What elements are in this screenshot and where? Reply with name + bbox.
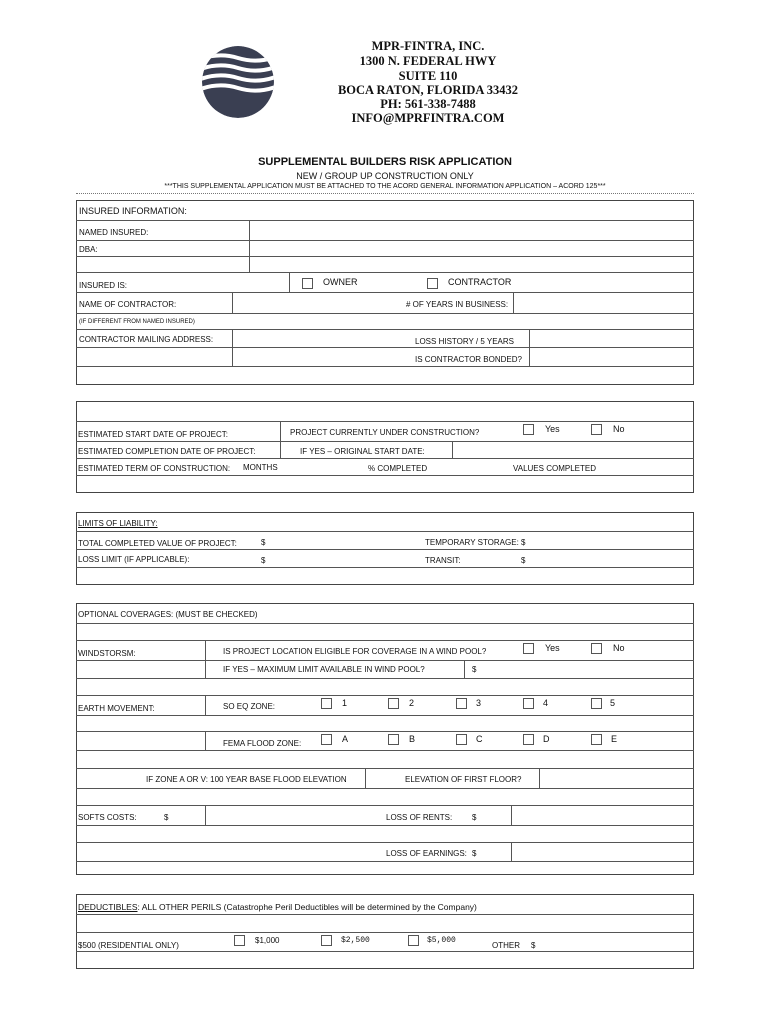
total-value-dollar: $	[261, 538, 266, 547]
insured-heading: INSURED INFORMATION:	[79, 206, 187, 216]
flood-zone-a-checkbox[interactable]	[321, 734, 332, 745]
completion-date-label: ESTIMATED COMPLETION DATE OF PROJECT:	[78, 447, 256, 456]
company-phone: PH: 561-338-7488	[380, 97, 476, 111]
other-deductible-label: OTHER	[492, 941, 520, 950]
flood-zone-b-checkbox[interactable]	[388, 734, 399, 745]
if-different-note: (IF DIFFERENT FROM NAMED INSURED)	[79, 319, 195, 325]
eq-zone-3-label: 3	[476, 698, 482, 708]
loss-limit-label: LOSS LIMIT (IF APPLICABLE):	[78, 555, 190, 564]
flood-zone-e-checkbox[interactable]	[591, 734, 602, 745]
start-date-label: ESTIMATED START DATE OF PROJECT:	[78, 430, 228, 439]
base-flood-label: IF ZONE A OR V: 100 YEAR BASE FLOOD ELEVATION	[146, 775, 347, 784]
wind-pool-yes-label: Yes	[545, 643, 560, 653]
flood-zone-e-label: E	[611, 734, 618, 744]
soft-costs-label: SOFTS COSTS:	[78, 813, 137, 822]
soft-costs-dollar: $	[164, 813, 169, 822]
flood-zone-d-label: D	[543, 734, 550, 744]
wind-pool-no-label: No	[613, 643, 625, 653]
wind-pool-question: IS PROJECT LOCATION ELIGIBLE FOR COVERAGE IN A WIND POOL?	[223, 647, 487, 656]
first-floor-label: ELEVATION OF FIRST FLOOR?	[405, 775, 522, 784]
flood-zone-b-label: B	[409, 734, 416, 744]
deductible-1000-checkbox[interactable]	[234, 935, 245, 946]
loss-of-rents-label: LOSS OF RENTS:	[386, 813, 453, 822]
named-insured-field[interactable]	[252, 222, 690, 238]
deductible-5000-label: $5,000	[427, 936, 456, 945]
temp-storage-label: TEMPORARY STORAGE:	[425, 538, 519, 547]
eq-zone-3-checkbox[interactable]	[456, 698, 467, 709]
eq-zone-1-checkbox[interactable]	[321, 698, 332, 709]
company-name: MPR-FINTRA, INC.	[371, 39, 485, 53]
limits-heading: LIMITS OF LIABILITY:	[78, 519, 158, 528]
original-start-field[interactable]	[455, 443, 690, 456]
earth-movement-label: EARTH MOVEMENT:	[78, 704, 155, 713]
dba-label: DBA:	[79, 245, 98, 254]
company-email: INFO@MPRFINTRA.COM	[351, 111, 505, 125]
flood-zone-d-checkbox[interactable]	[523, 734, 534, 745]
eq-zone-4-checkbox[interactable]	[523, 698, 534, 709]
wind-pool-yes-checkbox[interactable]	[523, 643, 534, 654]
wind-pool-max-dollar: $	[472, 665, 477, 674]
name-of-contractor-label: NAME OF CONTRACTOR:	[79, 300, 177, 309]
fema-zone-label: FEMA FLOOD ZONE:	[223, 739, 302, 748]
loss-of-earnings-dollar: $	[472, 849, 477, 858]
under-construction-no-label: No	[613, 424, 625, 434]
pct-completed-label: % COMPLETED	[368, 464, 428, 473]
residential-deductible-label: $500 (RESIDENTIAL ONLY)	[78, 941, 179, 950]
years-in-business-label: # OF YEARS IN BUSINESS:	[406, 300, 509, 309]
note-divider	[76, 193, 694, 194]
eq-zone-1-label: 1	[342, 698, 348, 708]
flood-zone-a-label: A	[342, 734, 349, 744]
loss-limit-dollar: $	[261, 556, 266, 565]
under-construction-yes-checkbox[interactable]	[523, 424, 534, 435]
total-value-label: TOTAL COMPLETED VALUE OF PROJECT:	[78, 539, 237, 548]
loss-of-rents-dollar: $	[472, 813, 477, 822]
temp-storage-dollar: $	[521, 538, 526, 547]
dba-field[interactable]	[252, 242, 690, 255]
loss-history-label: LOSS HISTORY / 5 YEARS	[415, 337, 515, 346]
under-construction-no-checkbox[interactable]	[591, 424, 602, 435]
loss-of-earnings-label: LOSS OF EARNINGS:	[386, 849, 467, 858]
months-label: MONTHS	[243, 463, 278, 472]
eq-zone-5-checkbox[interactable]	[591, 698, 602, 709]
eq-zone-2-label: 2	[409, 698, 415, 708]
company-address1: 1300 N. FEDERAL HWY	[359, 54, 497, 68]
flood-zone-c-label: C	[476, 734, 483, 744]
bonded-label: IS CONTRACTOR BONDED?	[415, 355, 522, 364]
optional-heading: OPTIONAL COVERAGES: (MUST BE CHECKED)	[78, 610, 258, 619]
form-title: SUPPLEMENTAL BUILDERS RISK APPLICATION	[258, 156, 512, 168]
original-start-label: IF YES – ORIGINAL START DATE:	[300, 447, 425, 456]
named-insured-label: NAMED INSURED:	[79, 228, 149, 237]
values-completed-label: VALUES COMPLETED	[513, 464, 596, 473]
deductible-2500-checkbox[interactable]	[321, 935, 332, 946]
wind-pool-no-checkbox[interactable]	[591, 643, 602, 654]
form-subtitle: NEW / GROUP UP CONSTRUCTION ONLY	[296, 171, 474, 181]
term-label: ESTIMATED TERM OF CONSTRUCTION:	[78, 464, 231, 473]
wind-pool-max-label: IF YES – MAXIMUM LIMIT AVAILABLE IN WIND POOL?	[223, 665, 425, 674]
other-deductible-dollar: $	[531, 941, 536, 950]
under-construction-label: PROJECT CURRENTLY UNDER CONSTRUCTION?	[290, 428, 480, 437]
windstorm-label: WINDSTORSM:	[78, 649, 136, 658]
eq-zone-5-label: 5	[610, 698, 616, 708]
flood-zone-c-checkbox[interactable]	[456, 734, 467, 745]
owner-checkbox[interactable]	[302, 278, 313, 289]
company-logo	[198, 42, 278, 122]
contractor-label: CONTRACTOR	[448, 277, 512, 287]
mailing-address-label: CONTRACTOR MAILING ADDRESS:	[79, 335, 214, 344]
under-construction-yes-label: Yes	[545, 424, 560, 434]
transit-dollar: $	[521, 556, 526, 565]
mailing-address-field[interactable]	[235, 331, 405, 364]
insured-is-label: INSURED IS:	[79, 281, 128, 290]
company-address2: SUITE 110	[398, 69, 458, 83]
form-note: ***THIS SUPPLEMENTAL APPLICATION MUST BE ATTACHED TO THE ACORD GENERAL INFORMATION APPLICATION – ACORD 125***	[164, 183, 606, 190]
years-in-business-field[interactable]	[516, 294, 690, 311]
deductible-2500-label: $2,500	[341, 936, 370, 945]
deductibles-heading: DEDUCTIBLES: ALL OTHER PERILS (Catastrophe Peril Deductibles will be determined by the Company)	[78, 902, 477, 912]
deductible-1000-label: $1,000	[255, 936, 280, 945]
contractor-checkbox[interactable]	[427, 278, 438, 289]
bonded-field[interactable]	[532, 349, 690, 364]
company-city: BOCA RATON, FLORIDA 33432	[337, 83, 519, 97]
loss-history-field[interactable]	[532, 331, 690, 346]
eq-zone-2-checkbox[interactable]	[388, 698, 399, 709]
deductible-5000-checkbox[interactable]	[408, 935, 419, 946]
so-eq-zone-label: SO EQ ZONE:	[223, 702, 276, 711]
transit-label: TRANSIT:	[425, 556, 461, 565]
owner-label: OWNER	[323, 277, 358, 287]
first-floor-field[interactable]	[542, 770, 690, 786]
eq-zone-4-label: 4	[543, 698, 549, 708]
